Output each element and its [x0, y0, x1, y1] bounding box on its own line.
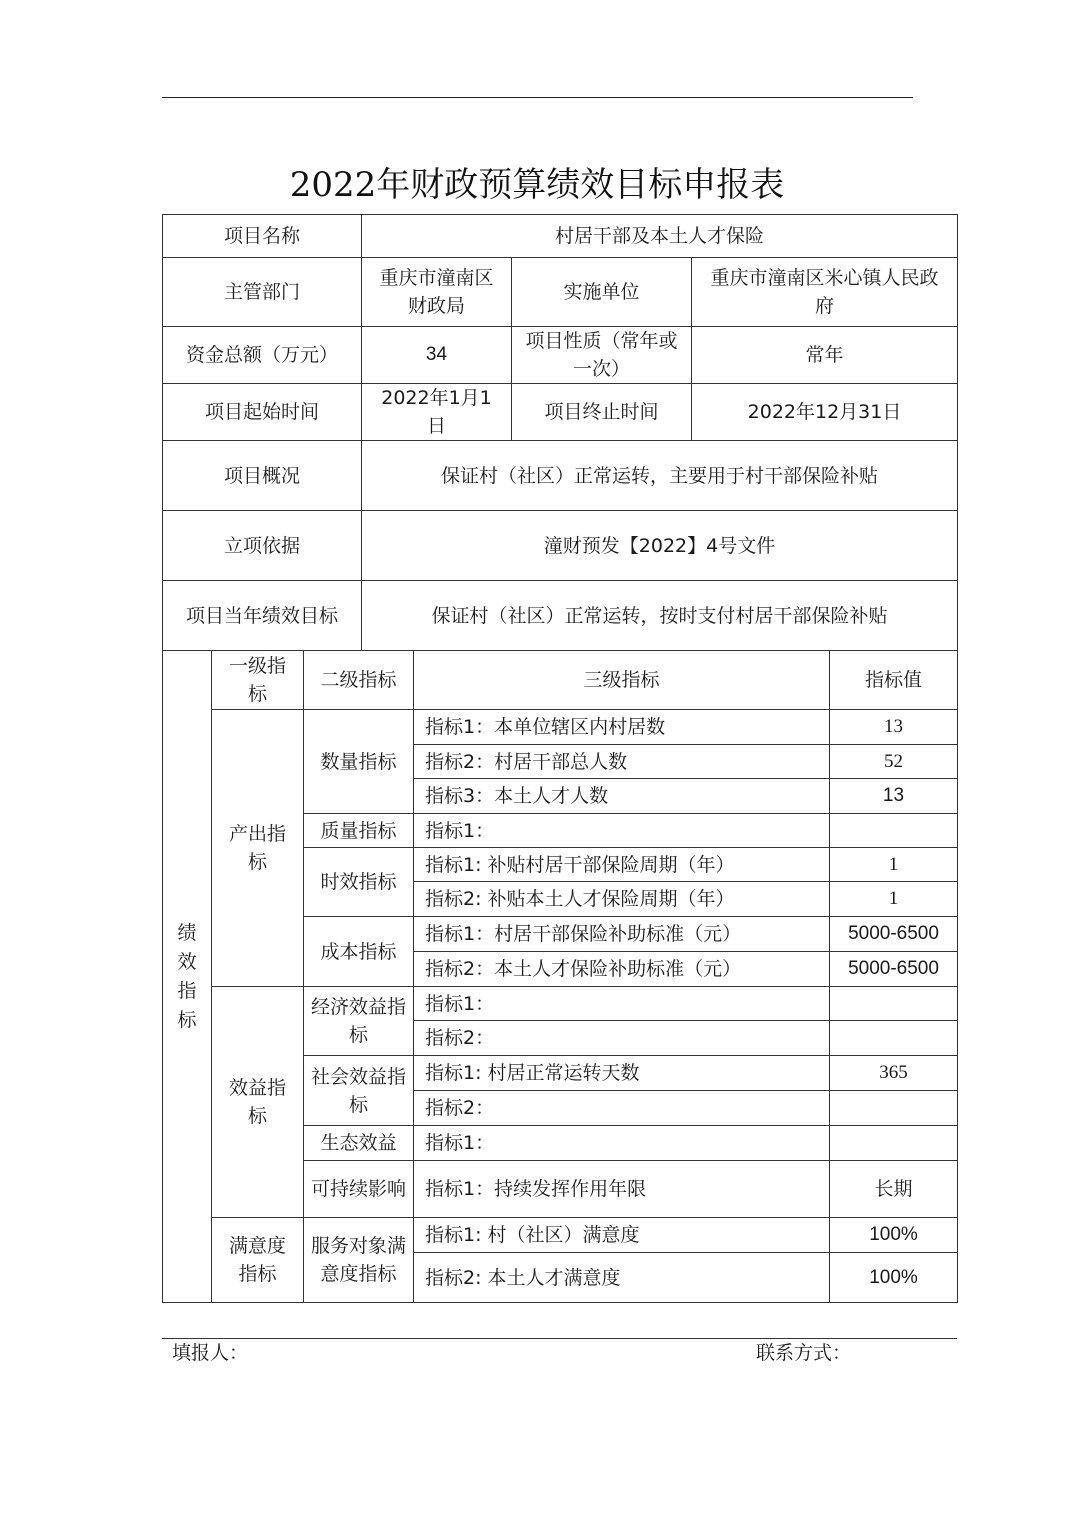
output-indicator-label: 产出指标 [211, 709, 304, 987]
start-value: 2022年1月1日 [361, 383, 512, 441]
quantity-indicator-1-value: 13 [829, 709, 958, 745]
economic-indicator-1-value [829, 986, 958, 1021]
timeliness-indicator-2-value: 1 [829, 881, 958, 917]
cost-indicator-1: 指标1：村居干部保险补助标准（元） [413, 916, 830, 952]
ecological-indicator-label: 生态效益 [303, 1125, 414, 1161]
quantity-indicator-3: 指标3：本土人才人数 [413, 778, 830, 814]
basis-label: 立项依据 [162, 510, 362, 581]
dept-value: 重庆市潼南区财政局 [361, 257, 512, 327]
benefit-indicator-label: 效益指标 [211, 986, 304, 1218]
social-indicator-2-value [829, 1090, 958, 1126]
page-title: 2022年财政预算绩效目标申报表 [289, 165, 785, 205]
sustainable-indicator-label: 可持续影响 [303, 1160, 414, 1218]
project-name-value: 村居干部及本土人才保险 [361, 214, 958, 258]
sustainable-indicator-1: 指标1：持续发挥作用年限 [413, 1160, 830, 1218]
fund-label: 资金总额（万元） [162, 326, 362, 384]
indicators-section-label [162, 650, 212, 1303]
ecological-indicator-1: 指标1： [413, 1125, 830, 1161]
social-indicator-1-value: 365 [829, 1055, 958, 1091]
cost-indicator-2: 指标2：本土人才保险补助标准（元） [413, 951, 830, 987]
cost-indicator-label: 成本指标 [303, 916, 414, 987]
timeliness-indicator-2: 指标2: 补贴本土人才保险周期（年） [413, 881, 830, 917]
end-value: 2022年12月31日 [691, 383, 958, 441]
overview-label: 项目概况 [162, 440, 362, 511]
goal-label: 项目当年绩效目标 [162, 580, 362, 651]
contact-label: 联系方式： [756, 1342, 852, 1364]
cost-indicator-1-value: 5000-6500 [829, 916, 958, 952]
quantity-indicator-3-value: 13 [829, 778, 958, 814]
filler-label: 填报人： [172, 1342, 249, 1364]
basis-value: 潼财预发【2022】4号文件 [361, 510, 958, 581]
sustainable-indicator-1-value: 长期 [829, 1160, 958, 1218]
project-name-label: 项目名称 [162, 214, 362, 258]
quantity-indicator-1: 指标1：本单位辖区内村居数 [413, 709, 830, 745]
satisfaction-indicator-1-value: 100% [829, 1217, 958, 1253]
header-level3: 三级指标 [413, 650, 830, 710]
header-level2: 二级指标 [303, 650, 414, 710]
economic-indicator-2-value [829, 1020, 958, 1056]
quality-indicator-1-value [829, 813, 958, 848]
service-satisfaction-label: 服务对象满意度指标 [303, 1217, 414, 1303]
fund-value: 34 [361, 326, 512, 384]
quality-indicator-1: 指标1： [413, 813, 830, 848]
cost-indicator-2-value: 5000-6500 [829, 951, 958, 987]
nature-label: 项目性质（常年或一次） [511, 326, 692, 384]
quantity-indicator-2: 指标2：村居干部总人数 [413, 744, 830, 779]
header-level1: 一级指标 [211, 650, 304, 710]
quantity-indicator-2-value: 52 [829, 744, 958, 779]
timeliness-indicator-1-value: 1 [829, 847, 958, 882]
satisfaction-indicator-2: 指标2: 本土人才满意度 [413, 1252, 830, 1303]
goal-value: 保证村（社区）正常运转，按时支付村居干部保险补贴 [361, 580, 958, 651]
social-indicator-2: 指标2： [413, 1090, 830, 1126]
ecological-indicator-1-value [829, 1125, 958, 1161]
quantity-indicator-label: 数量指标 [303, 709, 414, 814]
start-label: 项目起始时间 [162, 383, 362, 441]
overview-value: 保证村（社区）正常运转，主要用于村干部保险补贴 [361, 440, 958, 511]
social-indicator-label: 社会效益指标 [303, 1055, 414, 1126]
satisfaction-indicator-2-value: 100% [829, 1252, 958, 1303]
end-label: 项目终止时间 [511, 383, 692, 441]
economic-indicator-label: 经济效益指标 [303, 986, 414, 1056]
timeliness-indicator-label: 时效指标 [303, 847, 414, 917]
social-indicator-1: 指标1: 村居正常运转天数 [413, 1055, 830, 1091]
dept-label: 主管部门 [162, 257, 362, 327]
economic-indicator-1: 指标1： [413, 986, 830, 1021]
quality-indicator-label: 质量指标 [303, 813, 414, 848]
impl-value: 重庆市潼南区米心镇人民政府 [691, 257, 958, 327]
header-value: 指标值 [829, 650, 958, 710]
satisfaction-indicator-label: 满意度指标 [211, 1217, 304, 1303]
indicators-section-text: 绩效指标 [177, 921, 197, 1031]
nature-value: 常年 [691, 326, 958, 384]
satisfaction-indicator-1: 指标1: 村（社区）满意度 [413, 1217, 830, 1253]
impl-label: 实施单位 [511, 257, 692, 327]
timeliness-indicator-1: 指标1: 补贴村居干部保险周期（年） [413, 847, 830, 882]
economic-indicator-2: 指标2： [413, 1020, 830, 1056]
